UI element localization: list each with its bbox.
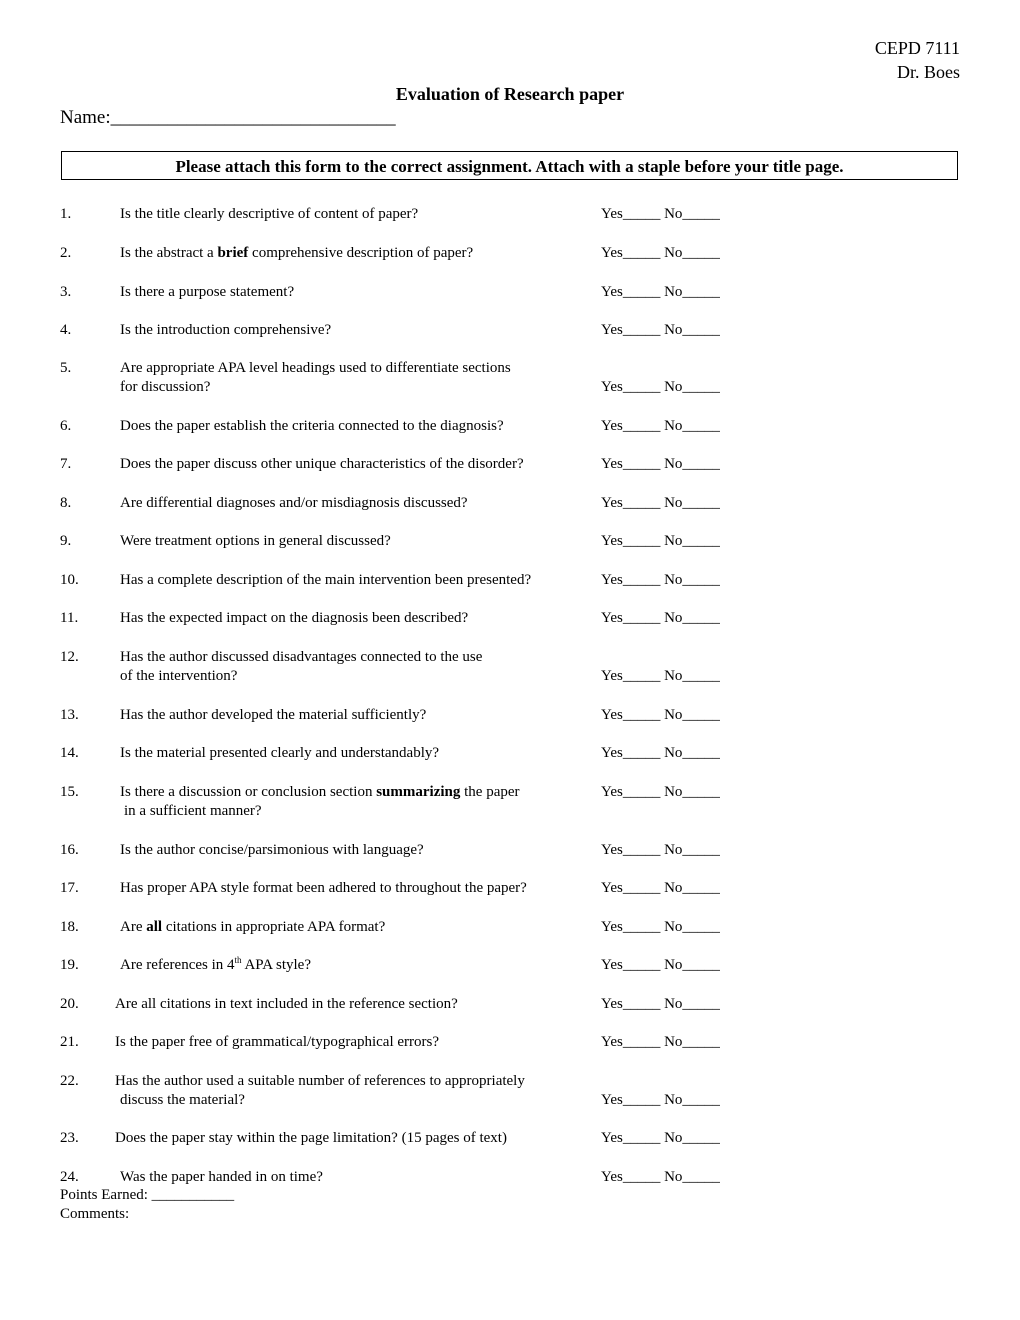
question-number: 14. [60, 745, 79, 761]
question-number: 3. [60, 284, 72, 300]
course-code: CEPD 7111 [874, 38, 960, 58]
question-text: Is the title clearly descriptive of content of paper? [120, 206, 419, 222]
question-number: 9. [60, 533, 72, 549]
yes-no-blank[interactable]: Yes_____ No_____ [601, 957, 720, 973]
yes-no-blank[interactable]: Yes_____ No_____ [601, 418, 720, 434]
emphasis: brief [217, 245, 249, 261]
question-text-line2: for discussion? [120, 379, 211, 395]
question-number: 6. [60, 418, 72, 434]
yes-no-blank[interactable]: Yes_____ No_____ [601, 284, 720, 300]
question-number: 15. [60, 784, 79, 800]
question-number: 13. [60, 707, 79, 723]
question-number: 12. [60, 649, 79, 665]
question-text: Has the author discussed disadvantages connected to the use [120, 649, 483, 665]
yes-no-blank[interactable]: Yes_____ No_____ [601, 206, 720, 222]
question-number: 8. [60, 495, 72, 511]
yes-no-blank[interactable]: Yes_____ No_____ [601, 745, 720, 761]
question-number: 5. [60, 360, 72, 376]
question-number: 10. [60, 572, 79, 588]
question-text: Are all citations in text included in the reference section? [115, 996, 458, 1012]
question-number: 24. [60, 1169, 79, 1185]
instructor-name: Dr. Boes [897, 62, 960, 82]
question-number: 7. [60, 456, 72, 472]
yes-no-blank[interactable]: Yes_____ No_____ [601, 533, 720, 549]
question-text: Is the author concise/parsimonious with language? [120, 842, 424, 858]
question-text: Are all citations in appropriate APA format? [120, 919, 386, 935]
question-number: 1. [60, 206, 72, 222]
emphasis: all [146, 919, 163, 935]
yes-no-blank[interactable]: Yes_____ No_____ [601, 572, 720, 588]
question-text: Are appropriate APA level headings used to differentiate sections [120, 360, 511, 376]
question-number: 19. [60, 957, 79, 973]
question-number: 4. [60, 322, 72, 338]
question-number: 18. [60, 919, 79, 935]
yes-no-blank[interactable]: Yes_____ No_____ [601, 668, 720, 684]
page-title: Evaluation of Research paper [395, 84, 625, 104]
question-text: Does the paper stay within the page limitation? (15 pages of text) [115, 1130, 507, 1146]
name-field[interactable]: Name:______________________________ [60, 107, 396, 128]
question-text: Does the paper discuss other unique characteristics of the disorder? [120, 456, 524, 472]
yes-no-blank[interactable]: Yes_____ No_____ [601, 1092, 720, 1108]
question-number: 2. [60, 245, 72, 261]
question-text-line2: of the intervention? [120, 668, 238, 684]
question-text-line2: in a sufficient manner? [124, 803, 262, 819]
question-text: Has the author used a suitable number of references to appropriately [115, 1073, 525, 1089]
emphasis: summarizing [376, 784, 461, 800]
yes-no-blank[interactable]: Yes_____ No_____ [601, 245, 720, 261]
yes-no-blank[interactable]: Yes_____ No_____ [601, 379, 720, 395]
yes-no-blank[interactable]: Yes_____ No_____ [601, 495, 720, 511]
yes-no-blank[interactable]: Yes_____ No_____ [601, 880, 720, 896]
yes-no-blank[interactable]: Yes_____ No_____ [601, 1169, 720, 1185]
question-text: Is there a discussion or conclusion section summarizing the paper [120, 784, 520, 800]
yes-no-blank[interactable]: Yes_____ No_____ [601, 996, 720, 1012]
comments-label: Comments: [60, 1206, 130, 1222]
yes-no-blank[interactable]: Yes_____ No_____ [601, 1034, 720, 1050]
question-text: Is the paper free of grammatical/typographical errors? [115, 1034, 440, 1050]
yes-no-blank[interactable]: Yes_____ No_____ [601, 322, 720, 338]
question-text: Were treatment options in general discussed? [120, 533, 391, 549]
question-number: 21. [60, 1034, 79, 1050]
points-earned-field[interactable]: Points Earned: ___________ [60, 1187, 235, 1203]
yes-no-blank[interactable]: Yes_____ No_____ [601, 707, 720, 723]
question-text: Has a complete description of the main intervention been presented? [120, 572, 532, 588]
question-text-line2: discuss the material? [120, 1092, 245, 1108]
question-number: 20. [60, 996, 79, 1012]
yes-no-blank[interactable]: Yes_____ No_____ [601, 784, 720, 800]
question-text: Has the author developed the material sufficiently? [120, 707, 427, 723]
question-text: Are references in 4th APA style? [120, 955, 311, 973]
question-text: Is there a purpose statement? [120, 284, 295, 300]
question-text: Was the paper handed in on time? [120, 1169, 323, 1185]
yes-no-blank[interactable]: Yes_____ No_____ [601, 1130, 720, 1146]
question-number: 16. [60, 842, 79, 858]
question-text: Does the paper establish the criteria connected to the diagnosis? [120, 418, 504, 434]
yes-no-blank[interactable]: Yes_____ No_____ [601, 919, 720, 935]
question-text: Is the material presented clearly and understandably? [120, 745, 440, 761]
question-number: 22. [60, 1073, 79, 1089]
question-text: Is the introduction comprehensive? [120, 322, 332, 338]
superscript: th [234, 955, 242, 965]
question-text: Has the expected impact on the diagnosis been described? [120, 610, 469, 626]
question-text: Has proper APA style format been adhered to throughout the paper? [120, 880, 527, 896]
question-text: Are differential diagnoses and/or misdiagnosis discussed? [120, 495, 468, 511]
question-text: Is the abstract a brief comprehensive description of paper? [120, 245, 474, 261]
yes-no-blank[interactable]: Yes_____ No_____ [601, 610, 720, 626]
question-number: 23. [60, 1130, 79, 1146]
yes-no-blank[interactable]: Yes_____ No_____ [601, 456, 720, 472]
question-number: 17. [60, 880, 79, 896]
yes-no-blank[interactable]: Yes_____ No_____ [601, 842, 720, 858]
notice-box: Please attach this form to the correct assignment. Attach with a staple before your title page. [61, 151, 958, 180]
question-number: 11. [60, 610, 79, 626]
